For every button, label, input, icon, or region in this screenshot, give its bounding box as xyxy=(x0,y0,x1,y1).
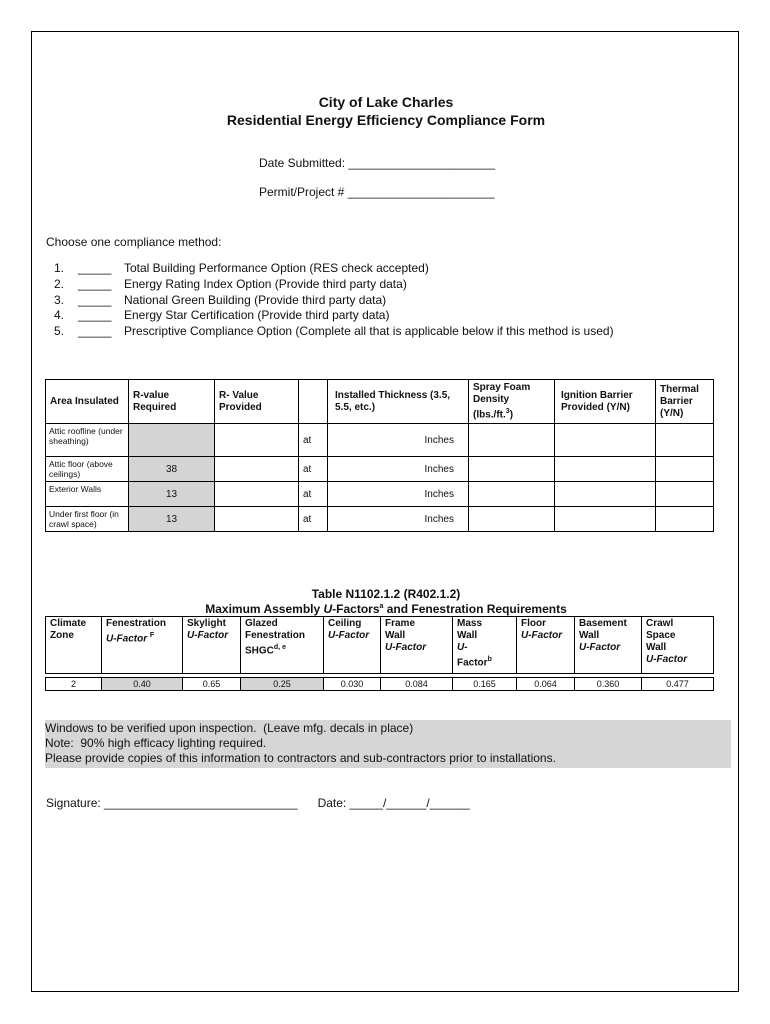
header-sup: F xyxy=(149,632,155,639)
caption-part: and Fenestration Requirements xyxy=(383,602,567,616)
header-line: Crawl xyxy=(646,618,674,629)
header-line: U-Factor xyxy=(106,633,148,645)
header-line: Basement xyxy=(579,618,627,629)
header-line: Floor xyxy=(521,618,546,629)
header-basement-wall xyxy=(575,617,642,674)
date-submitted-field[interactable]: Date Submitted: ______________________ xyxy=(259,156,496,170)
caption-part: Maximum Assembly xyxy=(205,602,324,616)
note-line: Windows to be verified upon inspection. (Leave mfg. decals in place) xyxy=(45,721,414,735)
caption-part: -Factors xyxy=(332,602,380,616)
caption-sup: a xyxy=(379,603,384,610)
ignition-input[interactable] xyxy=(555,457,656,482)
header-thickness: Installed Thickness (3.5, 5.5, etc.) xyxy=(328,380,469,424)
method-text: Total Building Performance Option (RES check accepted) xyxy=(124,261,429,275)
method-number: 4. xyxy=(54,308,65,323)
r-provided-input[interactable] xyxy=(215,424,299,457)
header-mass-wall xyxy=(453,617,517,674)
header-line: U-Factor xyxy=(187,630,229,641)
header-line: Wall xyxy=(646,642,667,653)
table-subcaption xyxy=(32,602,740,616)
area-cell: Under first floor (in crawl space) xyxy=(46,507,129,532)
table-row xyxy=(46,482,714,507)
method-item[interactable] xyxy=(54,261,614,277)
r-provided-input[interactable] xyxy=(215,507,299,532)
header-line: Wall xyxy=(457,630,478,641)
header-ignition: Ignition Barrier Provided (Y/N) xyxy=(555,380,656,424)
header-spray-foam xyxy=(469,380,555,424)
spray-foam-input[interactable] xyxy=(469,507,555,532)
header-line: U-Factor xyxy=(646,654,688,665)
method-blank[interactable]: _____ xyxy=(78,261,112,275)
at-cell: at xyxy=(299,424,328,457)
r-required-cell: 38 xyxy=(129,457,215,482)
thermal-input[interactable] xyxy=(656,507,714,532)
method-blank[interactable]: _____ xyxy=(78,292,112,307)
table-caption: Table N1102.1.2 (R402.1.2) xyxy=(311,587,461,601)
spray-foam-input[interactable] xyxy=(469,424,555,457)
method-item[interactable] xyxy=(54,293,614,309)
notes-box xyxy=(45,720,731,768)
method-text: Energy Star Certification (Provide third party data) xyxy=(124,308,390,323)
header-r-required: R-value Required xyxy=(129,380,215,424)
header-line: Fenestration xyxy=(245,630,306,641)
method-item[interactable] xyxy=(54,308,614,324)
area-cell: Attic roofline (under sheathing) xyxy=(46,424,129,457)
header-line: U-Factor xyxy=(385,642,427,653)
header-line: Climate xyxy=(50,618,87,629)
r-required-cell: 13 xyxy=(129,507,215,532)
thickness-input[interactable]: Inches xyxy=(328,482,469,507)
thickness-input[interactable]: Inches xyxy=(328,424,469,457)
header-thermal: Thermal Barrier (Y/N) xyxy=(656,380,714,424)
header-line: Glazed xyxy=(245,618,278,629)
area-cell: Exterior Walls xyxy=(46,482,129,507)
requirements-value-row xyxy=(46,678,714,691)
thermal-input[interactable] xyxy=(656,482,714,507)
header-line: Skylight xyxy=(187,618,226,629)
header-r-provided: R- Value Provided xyxy=(215,380,299,424)
thermal-input[interactable] xyxy=(656,457,714,482)
caption-u: U xyxy=(323,602,333,616)
ignition-input[interactable] xyxy=(555,424,656,457)
method-item[interactable] xyxy=(54,324,614,340)
method-number: 2. xyxy=(54,276,65,291)
value-mass-wall: 0.165 xyxy=(453,678,517,691)
insulation-header-row xyxy=(46,380,714,424)
header-floor xyxy=(517,617,575,674)
value-frame-wall: 0.084 xyxy=(381,678,453,691)
header-line: Frame xyxy=(385,618,416,629)
value-glazed-shgc: 0.25 xyxy=(241,678,324,691)
header-ceiling xyxy=(324,617,381,674)
thickness-input[interactable]: Inches xyxy=(328,507,469,532)
r-required-cell: 13 xyxy=(129,482,215,507)
permit-project-field[interactable]: Permit/Project # ______________________ xyxy=(259,185,495,199)
method-number: 5. xyxy=(54,324,65,339)
requirements-table xyxy=(45,616,714,691)
at-cell: at xyxy=(299,507,328,532)
header-line: U-Factor xyxy=(521,630,563,641)
requirements-header-row xyxy=(46,617,714,674)
method-blank[interactable]: _____ xyxy=(78,308,112,323)
header-frame-wall xyxy=(381,617,453,674)
method-item[interactable] xyxy=(54,277,614,293)
header-line: SHGC xyxy=(245,645,274,657)
header-line: U-Factor xyxy=(328,630,370,641)
compliance-prompt: Choose one compliance method: xyxy=(46,235,222,249)
thickness-input[interactable]: Inches xyxy=(328,457,469,482)
signature-date-line[interactable]: Signature: _____________________________ Date: _____/______/______ xyxy=(46,796,470,810)
value-floor: 0.064 xyxy=(517,678,575,691)
method-text: Energy Rating Index Option (Provide third party data) xyxy=(124,276,407,291)
method-text: Prescriptive Compliance Option (Complete all that is applicable below if this method is used) xyxy=(124,324,614,339)
header-line: Zone xyxy=(50,630,74,641)
header-skylight xyxy=(183,617,241,674)
header-line: U-Factor xyxy=(579,642,621,653)
header-sup: d, e xyxy=(273,644,286,651)
header-blank xyxy=(299,380,328,424)
value-fenestration: 0.40 xyxy=(102,678,183,691)
header-line: Factor xyxy=(457,657,488,669)
area-cell: Attic floor (above ceilings) xyxy=(46,457,129,482)
r-provided-input[interactable] xyxy=(215,457,299,482)
header-sup: b xyxy=(487,656,492,663)
header-line: Wall xyxy=(579,630,600,641)
value-basement-wall: 0.360 xyxy=(575,678,642,691)
spray-foam-sup: 3 xyxy=(505,407,510,415)
value-crawl-space: 0.477 xyxy=(642,678,714,691)
city-title: City of Lake Charles xyxy=(318,94,454,110)
ignition-input[interactable] xyxy=(555,482,656,507)
method-text: National Green Building (Provide third party data) xyxy=(124,292,387,307)
r-provided-input[interactable] xyxy=(215,482,299,507)
insulation-table xyxy=(45,379,714,532)
form-page xyxy=(31,31,739,992)
note-line: Note: 90% high efficacy lighting required. xyxy=(45,736,267,750)
spray-foam-input[interactable] xyxy=(469,457,555,482)
r-required-cell xyxy=(129,424,215,457)
spray-foam-tail: ) xyxy=(509,409,514,421)
method-blank[interactable]: _____ xyxy=(78,324,112,339)
value-climate-zone: 2 xyxy=(46,678,102,691)
header-climate-zone xyxy=(46,617,102,674)
header-line: Mass xyxy=(457,618,483,629)
header-line: Wall xyxy=(385,630,406,641)
spray-foam-label: Spray Foam Density (lbs./ft. xyxy=(473,381,531,421)
form-title: Residential Energy Efficiency Compliance Form xyxy=(226,112,546,128)
ignition-input[interactable] xyxy=(555,507,656,532)
table-row xyxy=(46,507,714,532)
header-area: Area Insulated xyxy=(46,380,129,424)
at-cell: at xyxy=(299,482,328,507)
header-crawl-space xyxy=(642,617,714,674)
at-cell: at xyxy=(299,457,328,482)
header-line: U- xyxy=(457,642,468,653)
method-number: 3. xyxy=(54,292,65,307)
header-line: Fenestration xyxy=(106,618,167,629)
header-line: Ceiling xyxy=(328,618,362,629)
spray-foam-input[interactable] xyxy=(469,482,555,507)
header-glazed xyxy=(241,617,324,674)
note-line: Please provide copies of this information to contractors and sub-contractors prior to installations. xyxy=(45,751,556,765)
value-skylight: 0.65 xyxy=(183,678,241,691)
table-row xyxy=(46,457,714,482)
table-row xyxy=(46,424,714,457)
header-fenestration xyxy=(102,617,183,674)
compliance-method-list xyxy=(54,261,614,340)
method-blank[interactable]: _____ xyxy=(78,276,112,291)
method-number: 1. xyxy=(54,261,65,275)
thermal-input[interactable] xyxy=(656,424,714,457)
header-line: Space xyxy=(646,630,676,641)
value-ceiling: 0.030 xyxy=(324,678,381,691)
